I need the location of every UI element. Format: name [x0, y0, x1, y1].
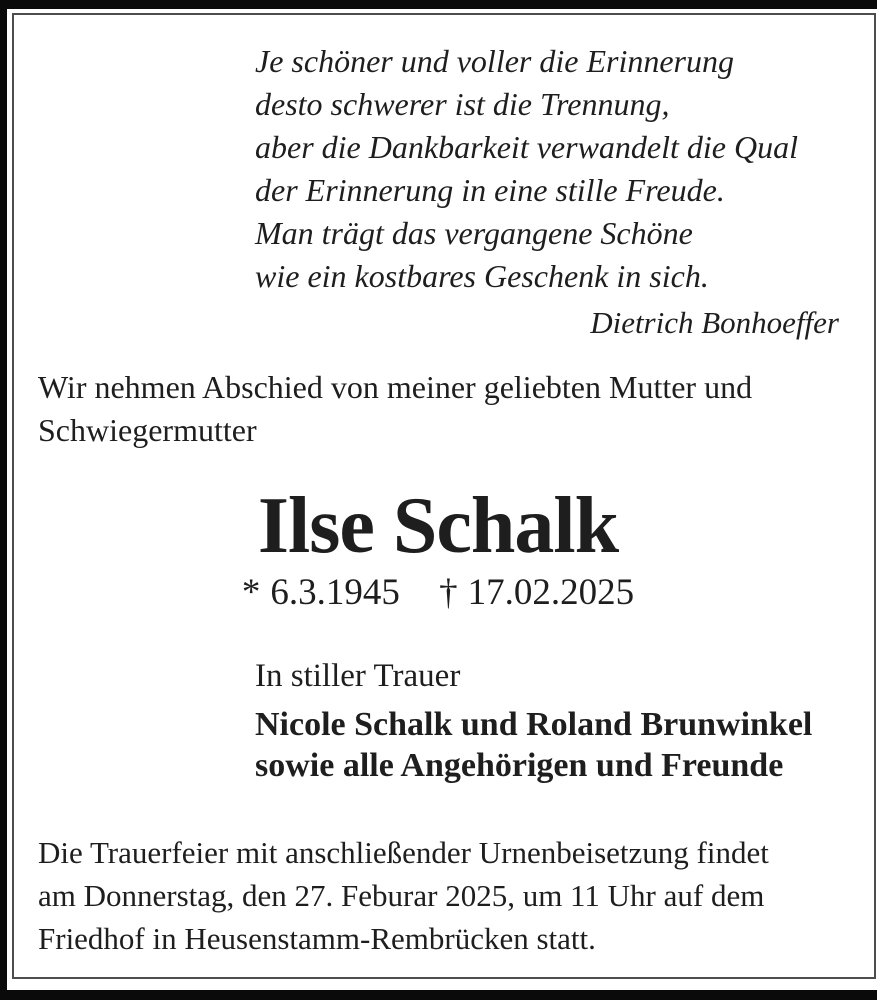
death-date-value: 17.02.2025	[467, 572, 635, 613]
poem-line: aber die Dankbarkeit verwandelt die Qual	[255, 129, 798, 165]
funeral-line: am Donnerstag, den 27. Feburar 2025, um 11 Uhr auf dem	[38, 878, 765, 913]
mourning-salutation: In stiller Trauer	[255, 658, 461, 694]
poem-line: wie ein kostbares Geschenk in sich.	[255, 258, 709, 294]
poem-line: der Erinnerung in eine stille Freude.	[255, 172, 725, 208]
poem-attribution: Dietrich Bonhoeffer	[590, 305, 839, 340]
funeral-line: Die Trauerfeier mit anschließender Urnenbeisetzung findet	[38, 835, 769, 870]
mourner-line: sowie alle Angehörigen und Freunde	[255, 747, 784, 784]
scan-edge-top	[0, 0, 877, 9]
mourner-line: Nicole Schalk und Roland Brunwinkel	[255, 706, 813, 743]
mourners-names	[255, 704, 845, 786]
poem-line: Man trägt das vergangene Schöne	[255, 215, 693, 251]
poem-line: desto schwerer ist die Trennung,	[255, 86, 670, 122]
death-date	[439, 572, 634, 613]
funeral-line: Friedhof in Heusenstamm-Rembrücken statt.	[38, 921, 596, 956]
farewell-line: Schwiegermutter	[38, 412, 257, 448]
scan-edge-left	[0, 0, 7, 1000]
death-cross-symbol: †	[439, 572, 458, 613]
memorial-poem	[255, 40, 839, 344]
life-dates	[38, 572, 838, 614]
birth-date-value: 6.3.1945	[270, 572, 400, 613]
farewell-text	[38, 366, 848, 452]
scan-edge-bottom	[0, 990, 877, 1000]
poem-line: Je schöner und voller die Erinnerung	[255, 43, 734, 79]
funeral-information	[38, 831, 858, 960]
birth-star-symbol: *	[241, 572, 261, 613]
farewell-line: Wir nehmen Abschied von meiner geliebten Mutter und	[38, 369, 753, 405]
birth-date	[242, 572, 400, 613]
deceased-name: Ilse Schalk	[257, 482, 619, 570]
